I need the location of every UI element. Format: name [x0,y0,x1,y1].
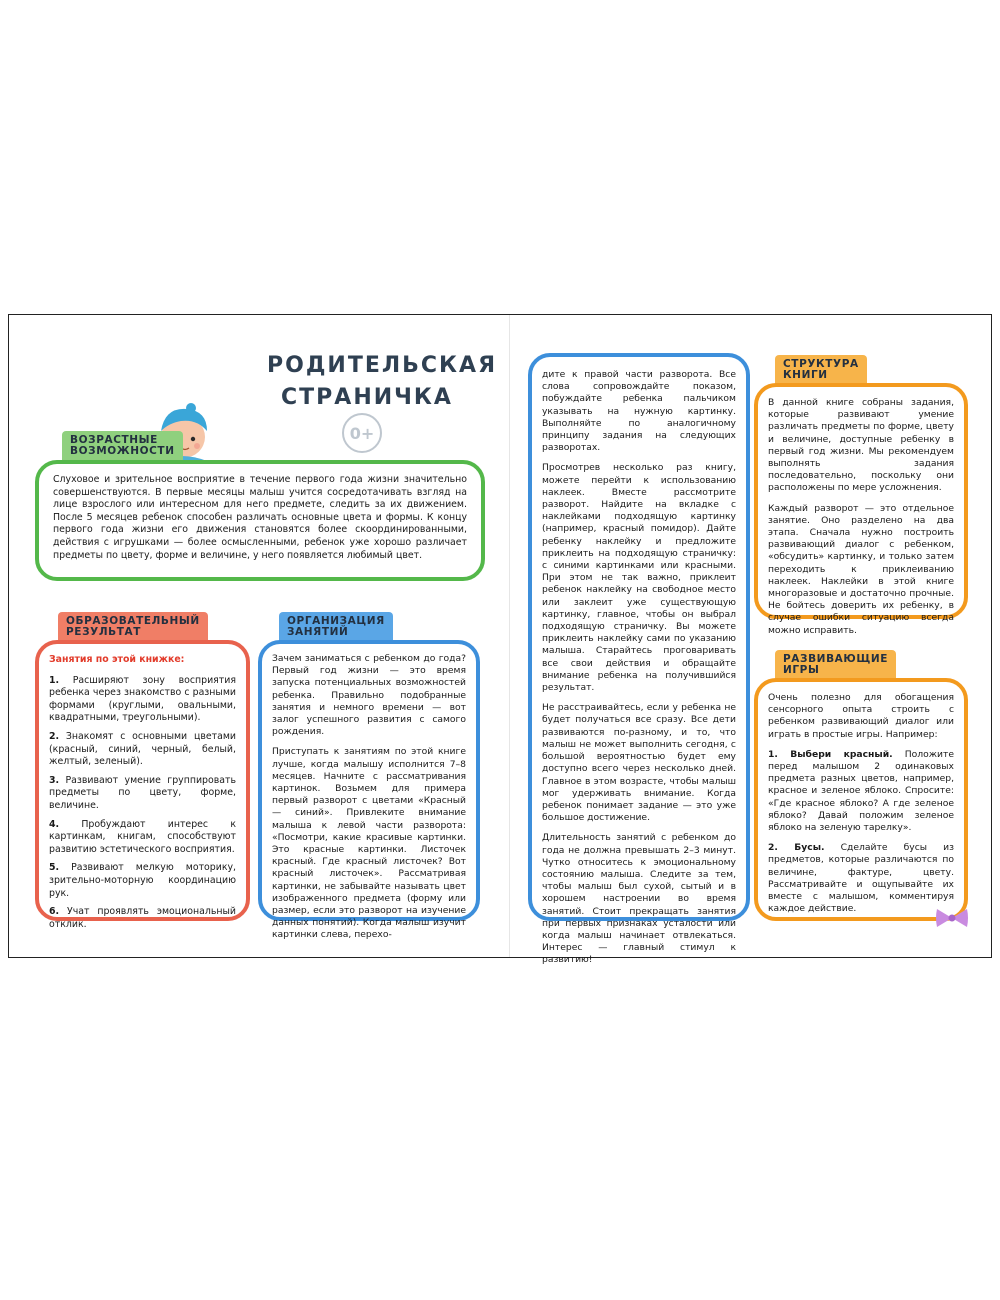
tag-book-structure [775,355,867,386]
tag-org-line-2: ЗАНЯТИЙ [287,626,349,638]
tag-age-capabilities [62,431,183,462]
tag-age-line-1: ВОЗРАСТНЫЕ [70,434,158,446]
bow-icon [935,907,969,929]
tag-games-line-2: ИГРЫ [783,664,820,676]
tag-age-line-2: ВОЗМОЖНОСТИ [70,445,175,457]
tag-org-line-1: ОРГАНИЗАЦИЯ [287,615,385,627]
result-item: 6. Учат проявлять эмоциональный отклик. [49,906,236,930]
cont-paragraph-3: Не расстраивайтесь, если у ребенка не будет получаться все сразу. Все дети развиваются по-разному, и то, что малыш не может выполнить сегодня, с большой вероятностью будет ему доступно всего через несколько дней. Главное в этом возрасте, чтобы малыш мог удерживать внимание. Когда ребенок понимает задание — это уже большое достижение. [542,702,736,824]
title-line-1: РОДИТЕЛЬСКАЯ [267,353,498,378]
game-2: 2. Бусы. Сделайте бусы из предметов, которые различаются по величине, фактуре, цвету. Рассматривайте и ощупывайте их вместе с малышом, комментируя каждое действие. [768,842,954,915]
result-item: 1. Расширяют зону восприятия ребенка через знакомство с разными формами (круглыми, овальными, квадратными, треугольными). [49,674,236,724]
structure-paragraph-1: В данной книге собраны задания, которые развивают умение различать предметы по форме, цвету и величине, доступные ребенку в первый год жизни. Мы рекомендуем выполнять задания последовательно, поскольку они расположены по мере усложнения. [768,397,954,494]
games-intro: Очень полезно для обогащения сенсорного опыта строить с ребенком развивающий диалог или играть в простые игры. Например: [768,692,954,740]
tag-games-line-1: РАЗВИВАЮЩИЕ [783,653,889,665]
result-item: 4. Пробуждают интерес к картинкам, книгам, способствуют развитию эстетического восприятия. [49,818,236,855]
tag-organization [279,612,393,643]
age-text: Слуховое и зрительное восприятие в течение первого года жизни значительно совершенствуются. В первые месяцы малыш учится сосредотачивать взгляд на лице взрослого или интересном для него предмете, следить за их движением. После 5 месяцев ребенок способен различать основные цвета и формы. К концу первого года жизни его движения становятся более скоординированными, действия с игрушками — более осмысленными, ребенок уже хорошо различает предметы по цвету, форме и величине, у него появляется любимый цвет. [53,474,467,561]
tag-educational-result [58,612,208,643]
org-paragraph-1: Зачем заниматься с ребенком до года? Первый год жизни — это время запуска потенциальных возможностей ребенка. Правильно подобранные занятия и немного времени — вот залог успешного развития с самого рождения. [272,653,466,738]
result-item: 2. Знакомят с основными цветами (красный, синий, черный, белый, желтый, зеленый). [49,730,237,768]
page-title [267,350,498,414]
result-item: 3. Развивают умение группировать предметы по цвету, форме, величине. [49,774,237,811]
section-educational-result [35,640,250,930]
section-organization-continued [528,353,750,966]
result-lead: Занятия по этой книжке: [49,654,185,665]
tag-structure-line-2: КНИГИ [783,369,828,381]
section-developing-games [754,678,968,921]
tag-developing-games [775,650,896,681]
tag-result-line-1: ОБРАЗОВАТЕЛЬНЫЙ [66,615,200,627]
section-age-capabilities [35,460,485,581]
game-1: 1. Выбери красный. Положите перед малышом 2 одинаковых предмета разных цветов, например, красное и зеленое яблоко. Спросите: «Где красное яблоко? А где зеленое яблоко? Давай положим зеленое яблоко на зеленую тарелку». [768,748,955,834]
org-paragraph-2: Приступать к занятиям по этой книге лучше, когда малышу исполнится 7–8 месяцев. Начните с рассматривания картинок. Возьмем для примера первый разворот с цветами «Красный — синий». Привлеките внимание малыша к левой части разворота: «Посмотри, какие красивые картинки. Это красные картинки. Листочек красный. Где красный листочек? Вот красный листочек». Рассматривая картинки, не забывайте называть цвет изображенного предмета (форму или размер, если это разворот на изучение данных понятий). Когда малыш изучит картинки слева, перехо- [272,746,466,941]
tag-result-line-2: РЕЗУЛЬТАТ [66,626,141,638]
title-line-2: СТРАНИЧКА [281,385,453,410]
tag-structure-line-1: СТРУКТУРА [783,358,859,370]
cont-paragraph-1: дите к правой части разворота. Все слова сопровождайте показом, побуждайте ребенка пальчиком указывать на нужную картинку. Выполняйте по аналогичному принципу задания на следующих разворотах. [542,369,736,454]
result-item: 5. Развивают мелкую моторику, зрительно-моторную координацию рук. [49,862,237,899]
page-fold [509,315,510,957]
book-spread [8,314,992,966]
cont-paragraph-2: Просмотрев несколько раз книгу, можете перейти к использованию наклеек. Вместе рассмотрите разворот. Найдите на вкладке с наклейками подходящую картинку (например, красный помидор). Дайте ребенку наклейку и предложите приклеить на подходящую страничку: с синими картинками или красными. При этом не так важно, приклеит ребенок наклейку на свободное место или заклеит уже существующую картинку, главное, чтобы он выбрал подходящую страничку. Вы можете приклеить наклейку сами по указанию малыша. Старайтесь проговаривать все свои действия и обращайте внимание ребенка на получившийся результат. [542,462,736,694]
cont-paragraph-4: Длительность занятий с ребенком до года не должна превышать 2–3 минут. Чутко относитесь к эмоциональному состоянию малыша. Следите за тем, чтобы малыш был сухой, сытый и в хорошем настроении во время занятий. Стоит прекращать занятия при первых признаках усталости или когда малыш начинает отвлекаться. Интерес — главный стимул к развитию! [542,832,736,966]
section-organization [258,640,480,941]
age-badge: 0+ [342,413,382,453]
section-book-structure [754,383,968,636]
result-list [49,675,236,932]
structure-paragraph-2: Каждый разворот — это отдельное занятие. Оно разделено на два этапа. Сначала нужно построить развивающий диалог с ребенком, «обсудить» картинку, и только затем переходить к приклеиванию наклеек. Наклейки в этой книге многоразовые и достаточно прочные. Не бойтесь доверить их ребенку, в случае ошибки ситуацию всегда можно исправить. [768,502,954,636]
